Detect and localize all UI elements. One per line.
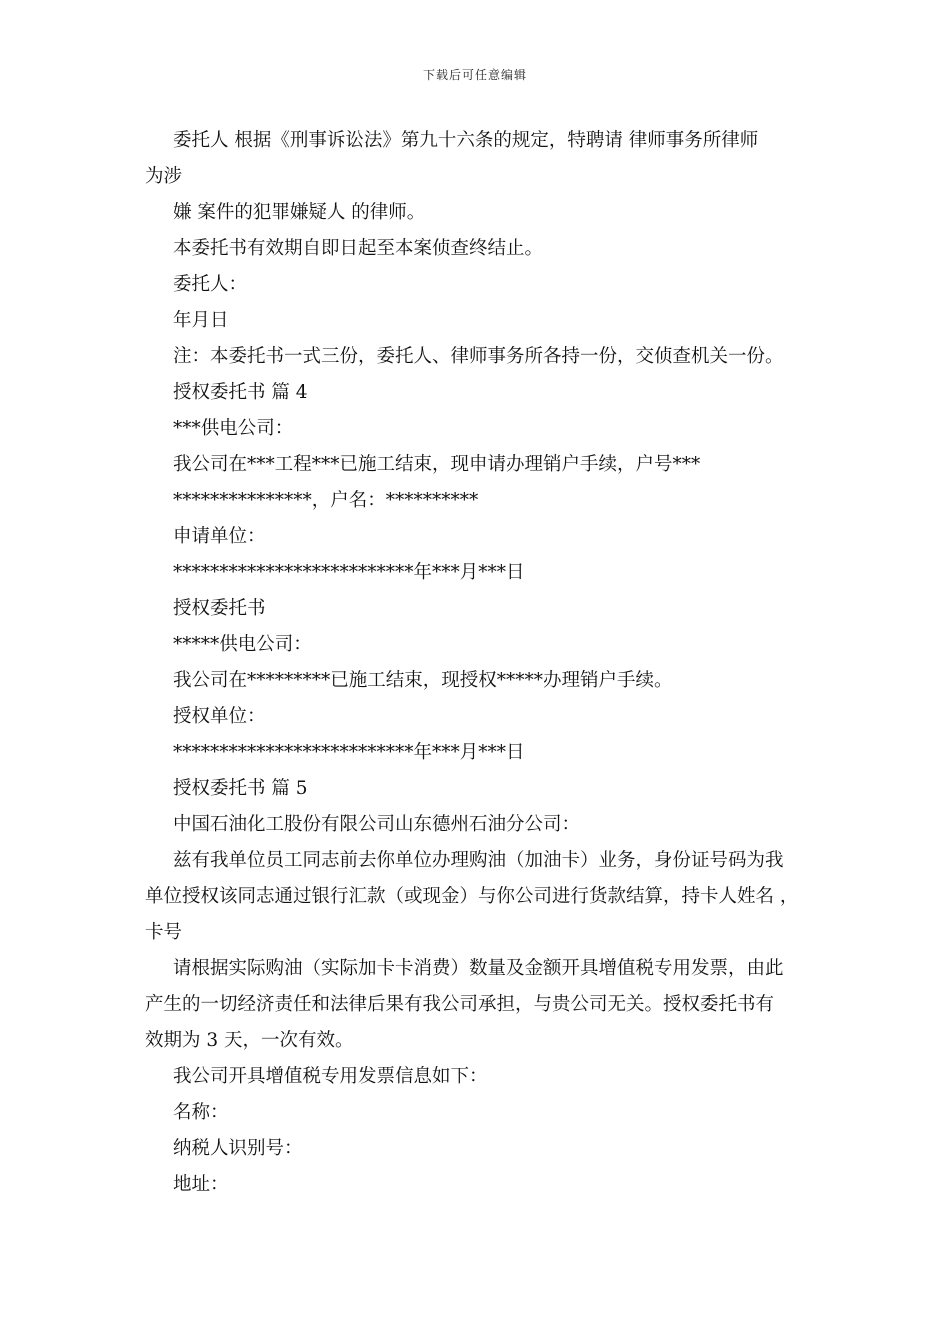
text-line: 年月日 (173, 310, 229, 331)
text-line: ***供电公司： (173, 418, 294, 439)
text-line: 我公司在***工程***已施工结束，现申请办理销户手续，户号*** (173, 454, 701, 475)
text-line: 产生的一切经济责任和法律后果有我公司承担，与贵公司无关。授权委托书有 (145, 994, 775, 1015)
text-line: 纳税人识别号： (173, 1138, 303, 1159)
page-header: 下载后可任意编辑 (422, 68, 527, 82)
text-line: 我公司在*********已施工结束，现授权*****办理销户手续。 (173, 670, 673, 691)
text-line: 授权单位： (173, 706, 266, 727)
text-line: 委托人： (173, 274, 248, 295)
text-line: 委托人 根据《刑事诉讼法》第九十六条的规定，特聘请 律师事务所律师 (173, 130, 759, 151)
text-line: 本委托书有效期自即日起至本案侦查终结止。 (173, 238, 544, 259)
text-line: 单位授权该同志通过银行汇款（或现金）与你公司进行货款结算，持卡人姓名 ， (145, 886, 799, 907)
text-line: 中国石油化工股份有限公司山东德州石油分公司： (173, 814, 581, 835)
text-line: 申请单位： (173, 526, 266, 547)
section-heading: 授权委托书 篇 4 (173, 382, 308, 403)
text-line: 卡号 (145, 922, 183, 943)
text-line: 嫌 案件的犯罪嫌疑人 的律师。 (173, 202, 426, 223)
text-line: 我公司开具增值税专用发票信息如下： (173, 1066, 488, 1087)
text-line: **************************年***月***日 (173, 562, 525, 583)
text-line: ***************，户名：********** (173, 490, 479, 511)
text-line: 兹有我单位员工同志前去你单位办理购油（加油卡）业务，身份证号码为我 (173, 850, 784, 871)
text-line: 效期为 3 天，一次有效。 (145, 1030, 354, 1051)
text-line: 为涉 (145, 166, 183, 187)
section-heading: 授权委托书 篇 5 (173, 778, 308, 799)
document-body (145, 123, 825, 1203)
text-line: **************************年***月***日 (173, 742, 525, 763)
text-line: 注：本委托书一式三份，委托人、律师事务所各持一份，交侦查机关一份。 (173, 346, 784, 367)
text-line: 地址： (173, 1174, 229, 1195)
text-line: 请根据实际购油（实际加卡卡消费）数量及金额开具增值税专用发票，由此 (173, 958, 784, 979)
text-line: *****供电公司： (173, 634, 312, 655)
section-heading: 授权委托书 (173, 598, 266, 619)
text-line: 名称： (173, 1102, 229, 1123)
